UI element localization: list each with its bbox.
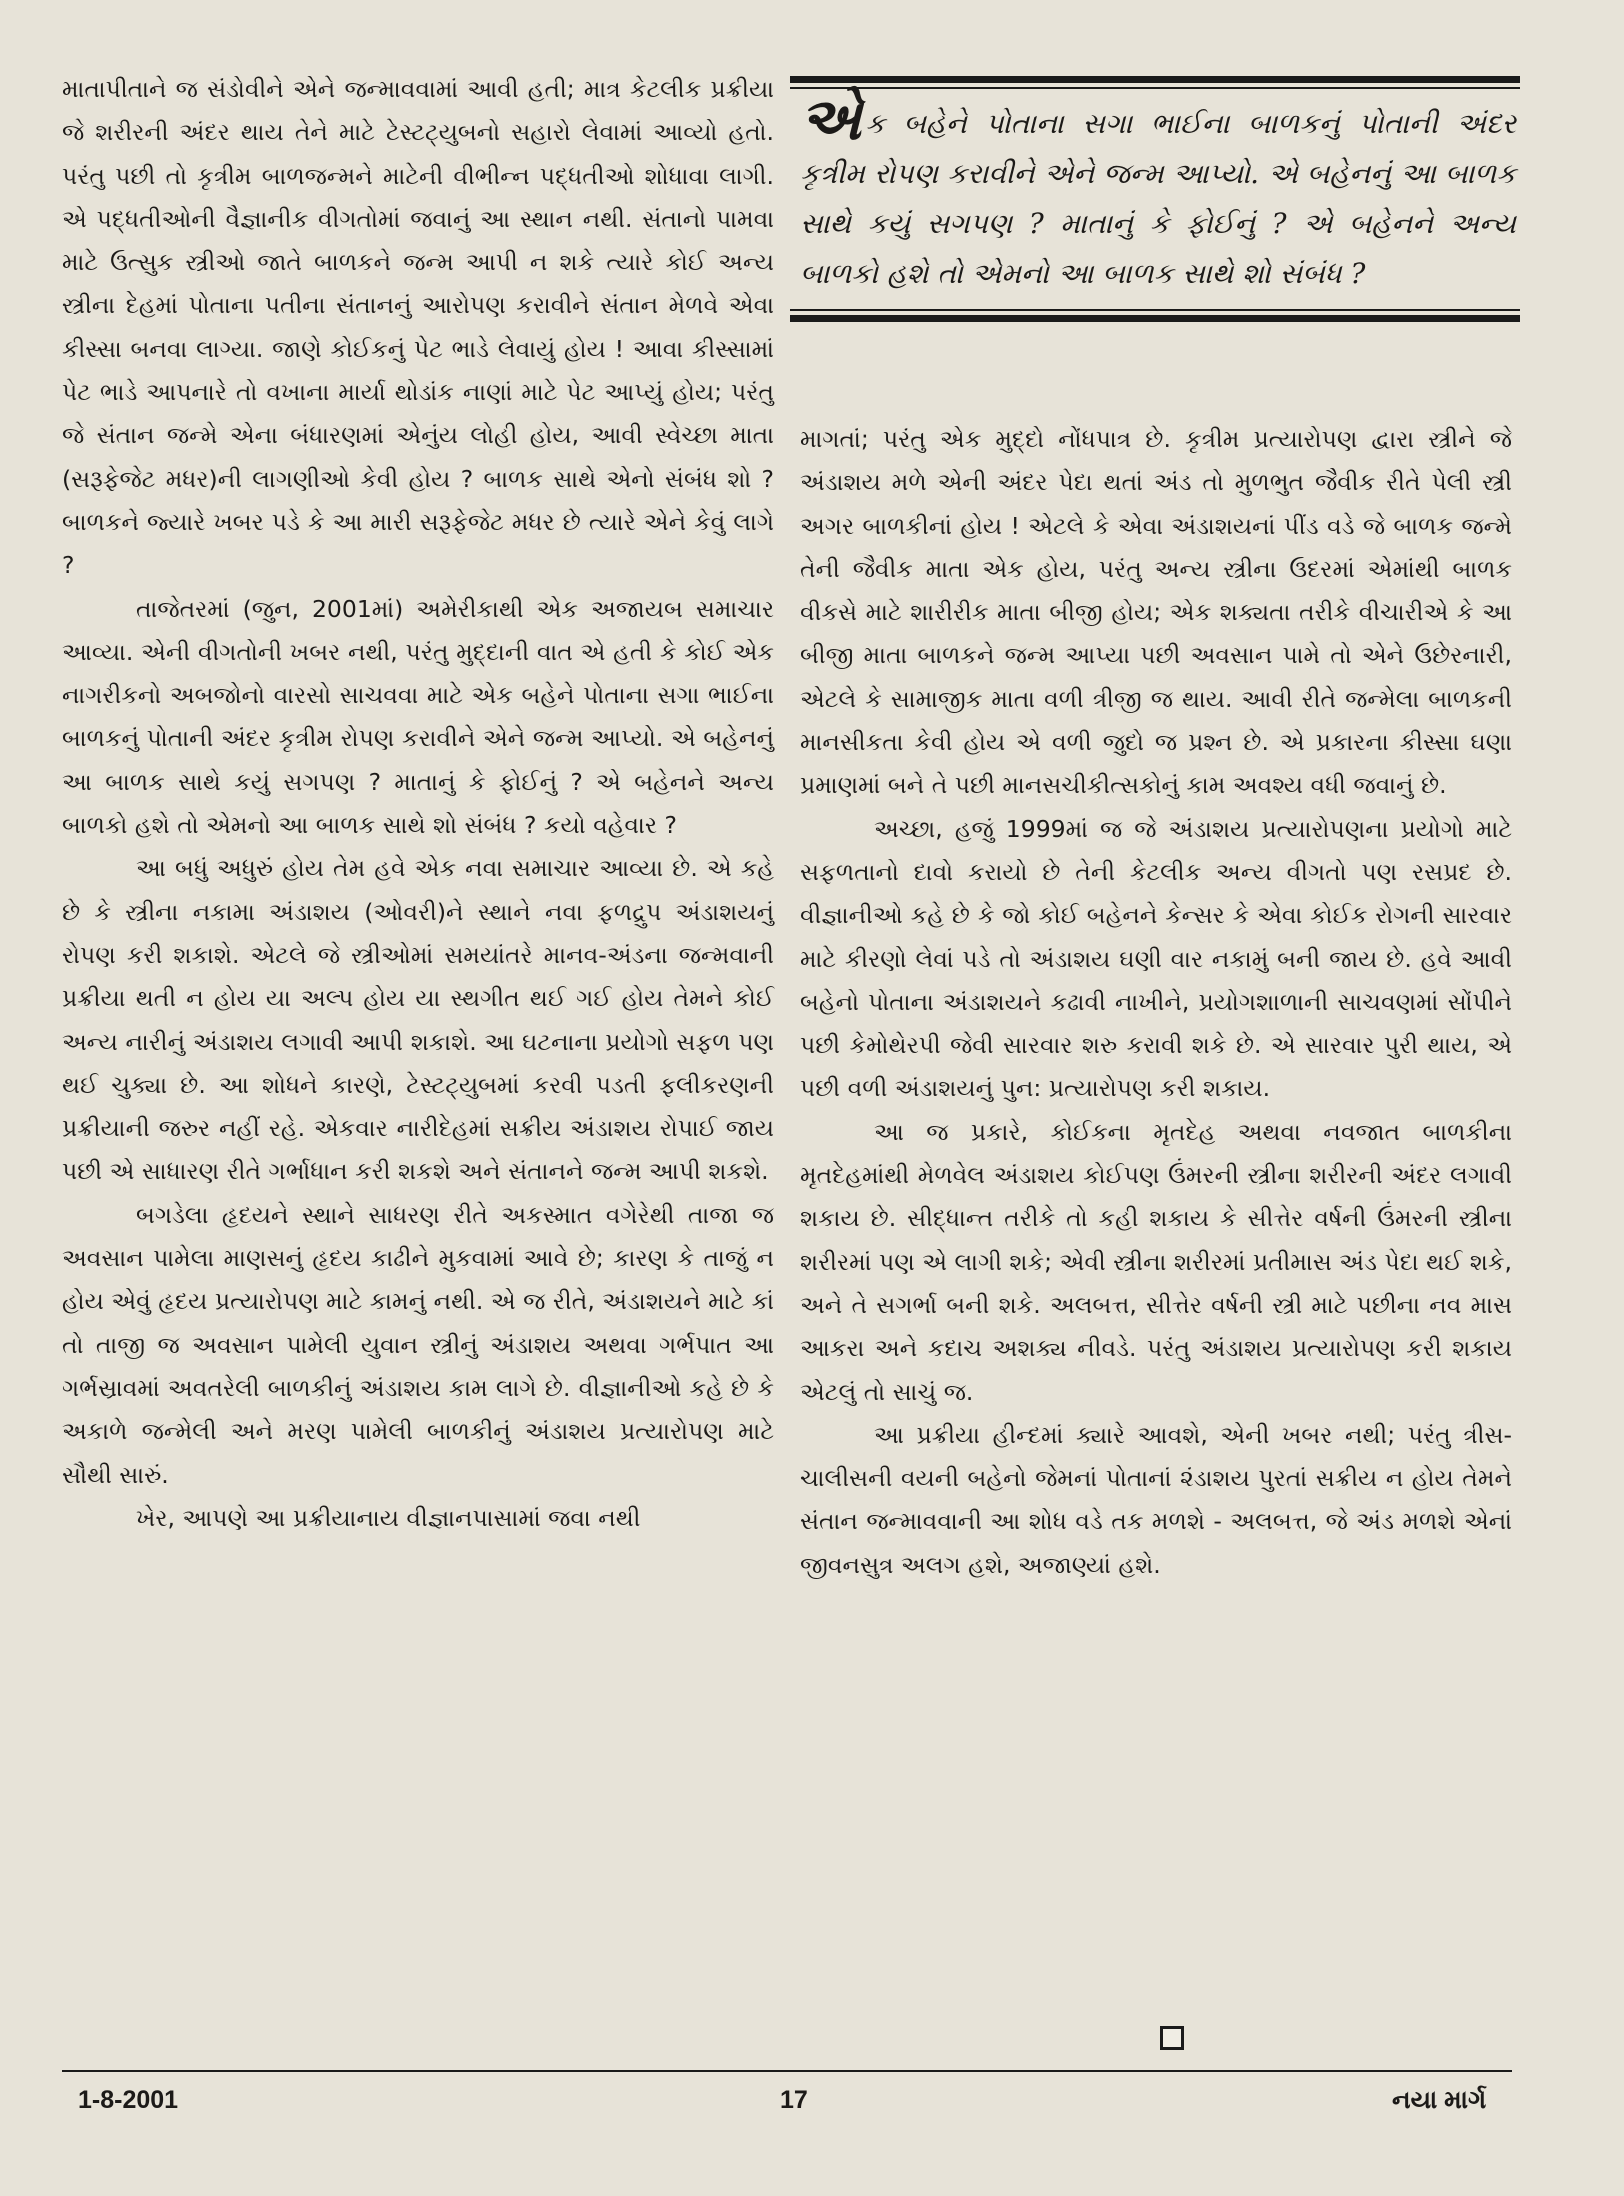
paragraph: આ બધું અધુરું હોય તેમ હવે એક નવા સમાચાર આવ્યા છે. એ કહે છે કે સ્ત્રીના નકામા અંડાશય (ઓવરી)ને સ્થાને નવા ફળદ્રુપ અંડાશયનું રોપણ કરી શકાશે. એટલે જે સ્ત્રીઓમાં સમયાંતરે માનવ-અંડના જન્મવાની પ્રક્રીયા થતી ન હોય યા અલ્પ હોય યા સ્થગીત થઈ ગઈ હોય તેમને કોઈ અન્ય નારીનું અંડાશય લગાવી આપી શકાશે. આ ઘટનાના પ્રયોગો સફળ પણ થઈ ચુક્યા છે. આ શોધને કારણે, ટેસ્ટટ્યુબમાં કરવી પડતી ફલીકરણની પ્રક્રીયાની જરુર નહીં રહે. એકવાર નારીદેહમાં સક્રીય અંડાશય રોપાઈ જાય પછી એ સાધારણ રીતે ગર્ભાધાન કરી શકશે અને સંતાનને જન્મ આપી શકશે. xyxy=(62,854,774,1186)
drop-cap: એ xyxy=(800,85,862,153)
pull-quote-body: ક બહેને પોતાના સગા ભાઈના બાળકનું પોતાની અંદર કૃત્રીમ રોપણ કરાવીને એને જન્મ આપ્યો. એ બહેનનું આ બાળક સાથે કયું સગપણ ? માતાનું કે ફોઈનું ? એ બહેનને અન્ય બાળકો હશે તો એમનો આ બાળક સાથે શો સંબંધ ? xyxy=(800,107,1516,290)
end-of-article-square-icon xyxy=(1160,2026,1184,2050)
paragraph: માતાપીતાને જ સંડોવીને એને જન્માવવામાં આવી હતી; માત્ર કેટલીક પ્રક્રીયા જે શરીરની અંદર થાય તેને માટે ટેસ્ટટ્યુબનો સહારો લેવામાં આવ્યો હતો. પરંતુ પછી તો કૃત્રીમ બાળજન્મને માટેની વીભીન્ન પદ્ધતીઓ શોધાવા લાગી. એ પદ્ધતીઓની વૈજ્ઞાનીક વીગતોમાં જવાનું આ સ્થાન નથી. સંતાનો પામવા માટે ઉત્સુક સ્ત્રીઓ જાતે બાળકને જન્મ આપી ન શકે ત્યારે કોઈ અન્ય સ્ત્રીના દેહમાં પોતાના પતીના સંતાનનું આરોપણ કરાવીને સંતાન મેળવે એવા કીસ્સા બનવા લાગ્યા. જાણે કોઈકનું પેટ ભાડે લેવાયું હોય ! આવા કીસ્સામાં પેટ ભાડે આપનારે તો વખાના માર્યા થોડાંક નાણાં માટે પેટ આપ્યું હોય; પરંતુ જે સંતાન જન્મે એના બંધારણમાં એનુંય લોહી હોય, આવી સ્વેચ્છા માતા (સરૂફેજેટ મધર)ની લાગણીઓ કેવી હોય ? બાળક સાથે એનો સંબંધ શો ? બાળકને જ્યારે ખબર પડે કે આ મારી સરૂફેજેટ મધર છે ત્યારે એને કેવું લાગે ? xyxy=(62,75,774,580)
left-column xyxy=(62,68,774,1540)
divider xyxy=(790,315,1520,322)
paragraph: ખેર, આપણે આ પ્રક્રીયાનાય વીજ્ઞાનપાસામાં જવા નથી xyxy=(136,1503,641,1532)
paragraph: આ પ્રક્રીયા હીન્દમાં ક્યારે આવશે, એની ખબર નથી; પરંતુ ત્રીસ-ચાલીસની વયની બહેનો જેમનાં પોતાનાં ૨ંડાશય પુરતાં સક્રીય ન હોય તેમને સંતાન જન્માવવાની આ શોધ વડે તક મળશે - અલબત્ત, જે અંડ મળશે એનાં જીવનસુત્ર અલગ હશે, અજાણ્યાં હશે. xyxy=(800,1420,1512,1579)
footer-divider xyxy=(62,2070,1512,2072)
pull-quote-text xyxy=(800,85,1516,299)
footer-date: 1-8-2001 xyxy=(78,2086,179,2114)
paragraph: અચ્છા, હજું 1999માં જ જે અંડાશય પ્રત્યારોપણના પ્રયોગો માટે સફળતાનો દાવો કરાયો છે તેની કેટલીક અન્ય વીગતો પણ રસપ્રદ છે. વીજ્ઞાનીઓ કહે છે કે જો કોઈ બહેનને કેન્સર કે એવા કોઈક રોગની સારવાર માટે કીરણો લેવાં પડે તો અંડાશય ઘણી વાર નકામું બની જાય છે. હવે આવી બહેનો પોતાના અંડાશયને કઢાવી નાખીને, પ્રયોગશાળાની સાચવણમાં સોંપીને પછી કેમોથેરપી જેવી સારવાર શરુ કરાવી શકે છે. એ સારવાર પુરી થાય, એ પછી વળી અંડાશયનું પુન: પ્રત્યારોપણ કરી શકાય. xyxy=(800,814,1512,1103)
page-number: 17 xyxy=(780,2086,808,2114)
pull-quote xyxy=(790,76,1520,322)
paragraph: આ જ પ્રકારે, કોઈકના મૃતદેહ અથવા નવજાત બાળકીના મૃતદેહમાંથી મેળવેલ અંડાશય કોઈપણ ઉંમરની સ્ત્રીના શરીરની અંદર લગાવી શકાય છે. સીદ્ધાન્ત તરીકે તો કહી શકાય કે સીત્તેર વર્ષની ઉંમરની સ્ત્રીના શરીરમાં પણ એ લાગી શકે; એવી સ્ત્રીના શરીરમાં પ્રતીમાસ અંડ પેદા થઈ શકે, અને તે સગર્ભા બની શકે. અલબત્ત, સીત્તેર વર્ષની સ્ત્રી માટે પછીના નવ માસ આકરા અને કદાચ અશક્ય નીવડે. પરંતુ અંડાશય પ્રત્યારોપણ કરી શકાય એટલું તો સાચું જ. xyxy=(800,1117,1512,1406)
divider xyxy=(790,309,1520,311)
paragraph: બગડેલા હૃદયને સ્થાને સાધરણ રીતે અકસ્માત વગેરેથી તાજા જ અવસાન પામેલા માણસનું હૃદય કાઢીને મુકવામાં આવે છે; કારણ કે તાજું ન હોય એવું હૃદય પ્રત્યારોપણ માટે કામનું નથી. એ જ રીતે, અંડાશયને માટે કાં તો તાજી જ અવસાન પામેલી યુવાન સ્ત્રીનું અંડાશય અથવા ગર્ભપાત આ ગર્ભસ્રાવમાં અવતરેલી બાળકીનું અંડાશય કામ લાગે છે. વીજ્ઞાનીઓ કહે છે કે અકાળે જન્મેલી અને મરણ પામેલી બાળકીનું અંડાશય પ્રત્યારોપણ માટે સૌથી સારું. xyxy=(62,1200,774,1489)
right-column xyxy=(800,418,1512,1587)
paragraph: તાજેતરમાં (જુન, 2001માં) અમેરીકાથી એક અજાયબ સમાચાર આવ્યા. એની વીગતોની ખબર નથી, પરંતુ મુદ્દાની વાત એ હતી કે કોઈ એક નાગરીકનો અબજોનો વારસો સાચવવા માટે એક બહેને પોતાના સગા ભાઈના બાળકનું પોતાની અંદર કૃત્રીમ રોપણ કરાવીને એને જન્મ આપ્યો. એ બહેનનું આ બાળક સાથે કયું સગપણ ? માતાનું કે ફોઈનું ? એ બહેનને અન્ય બાળકો હશે તો એમનો આ બાળક સાથે શો સંબંધ ? કયો વહેવાર ? xyxy=(62,594,774,840)
paragraph: માગતાં; પરંતુ એક મુદ્દો નોંધપાત્ર છે. કૃત્રીમ પ્રત્યારોપણ દ્વારા સ્ત્રીને જે અંડાશય મળે એની અંદર પેદા થતાં અંડ તો મુળભુત જૈવીક રીતે પેલી સ્ત્રી અગર બાળકીનાં હોય ! એટલે કે એવા અંડાશયનાં પીંડ વડે જે બાળક જન્મે તેની જૈવીક માતા એક હોય, પરંતુ અન્ય સ્ત્રીના ઉદરમાં એમાંથી બાળક વીકસે માટે શારીરીક માતા બીજી હોય; એક શક્યતા તરીકે વીચારીએ કે આ બીજી માતા બાળકને જન્મ આપ્યા પછી અવસાન પામે તો એને ઉછેરનારી, એટલે કે સામાજીક માતા વળી ત્રીજી જ થાય. આવી રીતે જન્મેલા બાળકની માનસીકતા કેવી હોય એ વળી જુદો જ પ્રશ્ન છે. એ પ્રકારના કીસ્સા ઘણા પ્રમાણમાં બને તે પછી માનસચીકીત્સકોનું કામ અવશ્ય વધી જવાનું છે. xyxy=(800,425,1512,800)
divider xyxy=(790,87,1520,89)
divider xyxy=(790,76,1520,83)
magazine-name: નયા માર્ગ xyxy=(1392,2086,1487,2114)
